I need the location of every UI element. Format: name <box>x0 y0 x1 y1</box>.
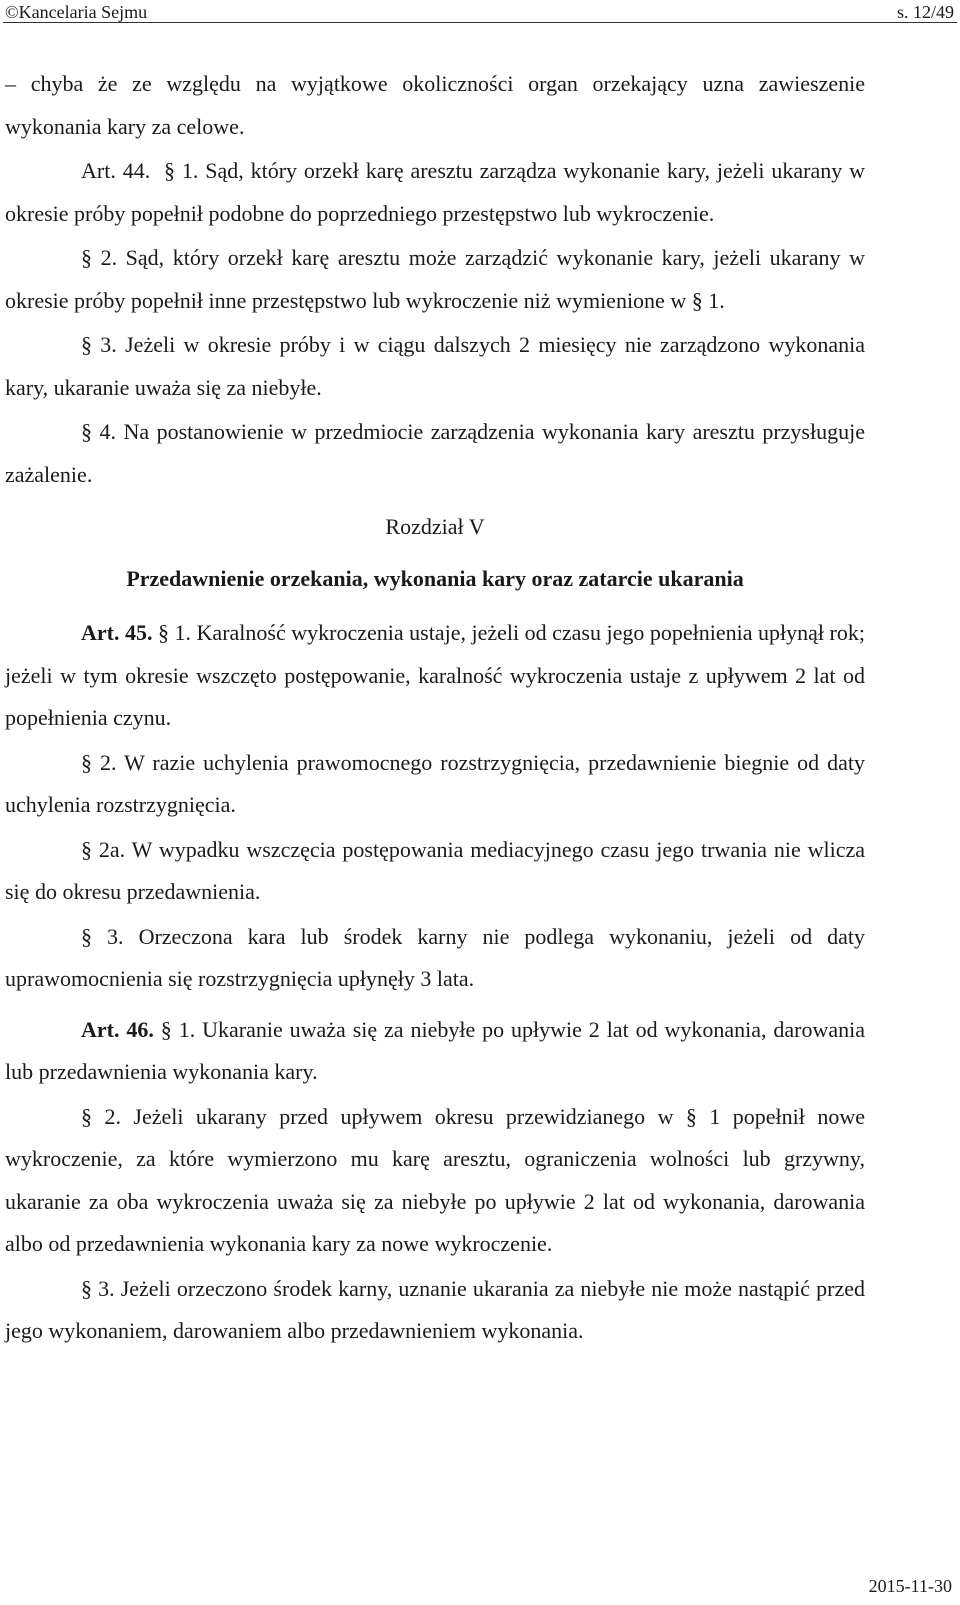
header-divider <box>3 22 957 23</box>
publication-date: 2015-11-30 <box>868 1576 952 1596</box>
article-45-section-number: § 1. <box>158 620 192 645</box>
article-46-section-1 <box>5 1009 865 1094</box>
page-header <box>0 0 960 24</box>
page-number: s. 12/49 <box>896 2 954 22</box>
article-45-section-1-text: Karalność wykroczenia ustaje, jeżeli od czasu jego popełnienia upłynął rok; jeżeli w tym okresie wszczęto postępowanie, karalność wykroczenia ustaje z upływem 2 lat od popełnienia czynu. <box>5 620 865 730</box>
document-body <box>5 63 865 1353</box>
article-44-label: Art. 44. <box>81 158 151 183</box>
article-46-section-3: § 3. Jeżeli orzeczono środek karny, uznanie ukarania za niebyłe nie może nastąpić przed jego wykonaniem, darowaniem albo przedawnieniem wykonania. <box>5 1275 865 1343</box>
article-44-section-1-text: Sąd, który orzekł karę aresztu zarządza wykonanie kary, jeżeli ukarany w okresie próby popełnił podobne do poprzedniego przestępstwo lub wykroczenie. <box>5 158 865 226</box>
chapter-title: Przedawnienie orzekania, wykonania kary oraz zatarcie ukarania <box>126 566 744 591</box>
article-46-section-1-text: Ukaranie uważa się za niebyłe po upływie 2 lat od wykonania, darowania lub przedawnienia wykonania kary. <box>5 1016 866 1084</box>
article-45-section-2: § 2. W razie uchylenia prawomocnego rozstrzygnięcia, przedawnienie biegnie od daty uchylenia rozstrzygnięcia. <box>5 749 865 817</box>
article-46-section-number: § 1. <box>160 1016 196 1042</box>
paragraph-continuation: – chyba że ze względu na wyjątkowe okoliczności organ orzekający uzna zawieszenie wykonania kary za celowe. <box>5 71 865 139</box>
article-46-label: Art. 46. <box>81 1016 154 1042</box>
article-44-section-2: § 2. Sąd, który orzekł karę aresztu może zarządzić wykonanie kary, jeżeli ukarany w okresie próby popełnił inne przestępstwo lub wykroczenie niż wymienione w § 1. <box>5 245 865 313</box>
article-46-section-2: § 2. Jeżeli ukarany przed upływem okresu przewidzianego w § 1 popełnił nowe wykroczenie, za które wymierzono mu karę aresztu, ograniczenia wolności lub grzywny, ukaranie za oba wykroczenia uważa się za niebyłe po upływie 2 lat od wykonania, darowania albo od przedawnienia wykonania kary za nowe wykroczenie. <box>5 1103 865 1256</box>
chapter-number: Rozdział V <box>385 514 485 539</box>
article-44-section-1 <box>5 150 865 235</box>
publisher-label: ©Kancelaria Sejmu <box>5 2 148 22</box>
article-44-section-3: § 3. Jeżeli w okresie próby i w ciągu dalszych 2 miesięcy nie zarządzono wykonania kary, ukaranie uważa się za niebyłe. <box>5 332 865 400</box>
article-45-section-2a: § 2a. W wypadku wszczęcia postępowania mediacyjnego czasu jego trwania nie wlicza się do okresu przedawnienia. <box>5 836 865 904</box>
article-45-label: Art. 45. <box>81 620 153 645</box>
article-44-section-number: § 1. <box>163 158 199 183</box>
article-45-section-1 <box>5 612 865 740</box>
article-44-section-4: § 4. Na postanowienie w przedmiocie zarządzenia wykonania kary aresztu przysługuje zażalenie. <box>5 419 865 487</box>
article-45-section-3: § 3. Orzeczona kara lub środek karny nie podlega wykonaniu, jeżeli od daty uprawomocnienia się rozstrzygnięcia upłynęły 3 lata. <box>5 923 865 991</box>
